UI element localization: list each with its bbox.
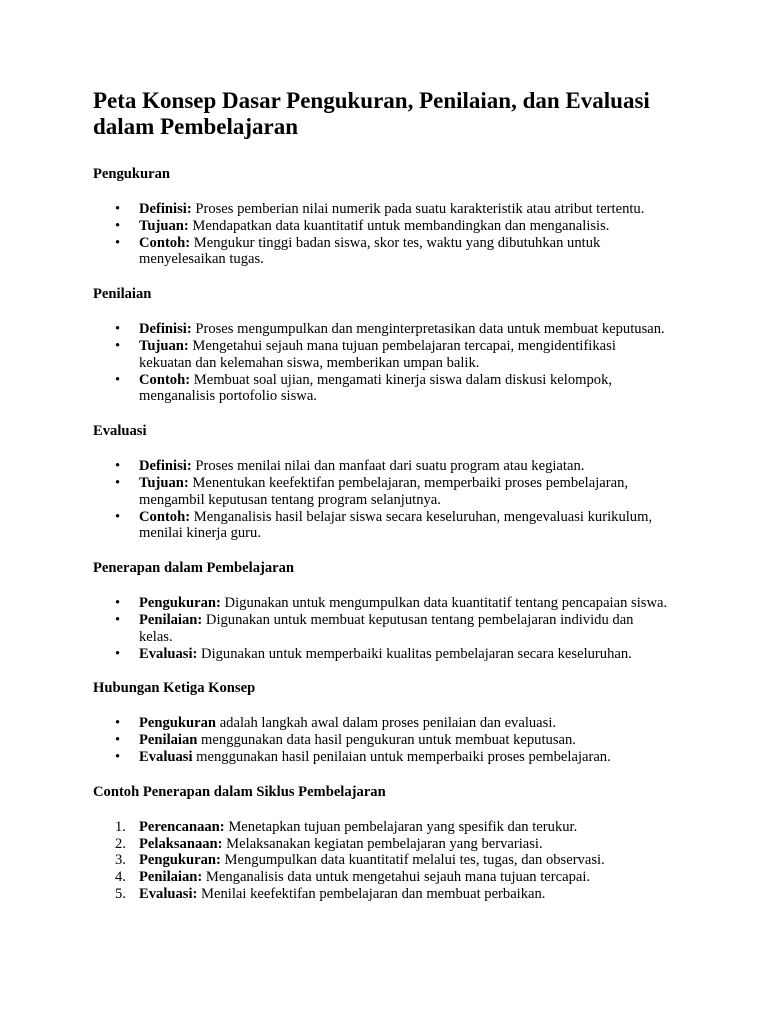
item-term: Pengukuran [139,715,217,732]
numbered-item [115,835,668,853]
cycle-list [93,819,668,903]
item-number: 1. [115,818,126,835]
item-text: Menentukan keefektifan pembelajaran, memperbaiki proses pembelajaran, mengambil keputusan tentang program selanjutnya. [139,474,629,508]
item-term: Penilaian [139,732,198,749]
item-text: Mengukur tinggi badan siswa, skor tes, waktu yang dibutuhkan untuk menyelesaikan tugas. [139,234,601,268]
numbered-item [115,869,668,886]
list-item [139,338,668,372]
item-text: Digunakan untuk memperbaiki kualitas pembelajaran secara keseluruhan. [197,645,632,662]
item-term: Definisi: [139,321,192,338]
item-text: Mengumpulkan data kuantitatif melalui tes, tugas, dan observasi. [220,852,605,869]
item-term: Definisi: [139,458,192,475]
list-item [139,235,668,269]
item-term: Definisi: [139,201,192,217]
list-item [139,509,668,543]
section-list-penerapan [93,595,668,662]
section-heading-penilaian: Penilaian [93,286,152,303]
item-term: Tujuan: [139,474,189,491]
item-number: 5. [115,885,126,902]
item-term: Contoh: [139,371,191,388]
item-text: Melaksanakan kegiatan pembelajaran yang bervariasi. [222,835,543,852]
list-item [139,715,668,732]
section-heading-pengukuran: Pengukuran [93,166,171,182]
item-term: Tujuan: [139,337,189,354]
section-list-evaluasi [93,458,668,542]
list-item [139,321,668,338]
section-list-pengukuran [93,201,668,268]
list-item [139,595,668,612]
item-text: menggunakan data hasil pengukuran untuk membuat keputusan. [197,732,576,749]
item-text: Digunakan untuk mengumpulkan data kuantitatif tentang pencapaian siswa. [220,595,668,612]
item-text: Membuat soal ujian, mengamati kinerja siswa dalam diskusi kelompok, menganalisis portofolio siswa. [139,371,613,405]
item-term: Tujuan: [139,217,189,234]
section-heading-penerapan: Penerapan dalam Pembelajaran [93,560,295,577]
item-term: Penilaian: [139,611,203,628]
item-text: adalah langkah awal dalam proses penilaian dan evaluasi. [216,715,557,732]
list-item [139,612,668,646]
item-term: Evaluasi: [139,885,198,902]
numbered-item [115,885,668,903]
item-term: Pelaksanaan: [139,835,223,852]
item-text: Menganalisis hasil belajar siswa secara keseluruhan, mengevaluasi kurikulum, menilai kinerja guru. [139,508,653,542]
list-item [139,646,668,663]
item-text: Menganalisis data untuk mengetahui sejauh mana tujuan tercapai. [202,869,591,886]
list-item [139,218,668,235]
section-list-hubungan [93,715,668,765]
item-text: Menilai keefektifan pembelajaran dan membuat perbaikan. [197,885,546,902]
page-title: Peta Konsep Dasar Pengukuran, Penilaian, dan Evaluasi dalam Pembelajaran [93,88,650,139]
section-heading-evaluasi: Evaluasi [93,423,147,440]
item-term: Evaluasi [139,748,193,765]
item-text: Mendapatkan data kuantitatif untuk membandingkan dan menganalisis. [188,217,610,234]
section-heading-siklus: Contoh Penerapan dalam Siklus Pembelajaran [93,783,386,800]
item-term: Contoh: [139,508,191,525]
list-item [139,749,668,766]
numbered-item [115,818,668,836]
item-text: Menetapkan tujuan pembelajaran yang spesifik dan terukur. [224,818,578,835]
item-term: Contoh: [139,234,191,251]
list-item [139,372,668,406]
section-heading-hubungan: Hubungan Ketiga Konsep [93,680,256,697]
item-term: Penilaian: [139,869,203,886]
list-item [139,458,668,475]
section-list-penilaian [93,321,668,405]
item-number: 4. [115,869,126,886]
list-item [139,732,668,749]
item-text: Proses pemberian nilai numerik pada suatu karakteristik atau atribut tertentu. [191,201,645,217]
item-text: Digunakan untuk membuat keputusan tentang pembelajaran individu dan kelas. [139,611,634,645]
item-term: Perencanaan: [139,818,225,835]
list-item [139,201,668,218]
item-text: Mengetahui sejauh mana tujuan pembelajaran tercapai, mengidentifikasi kekuatan dan kelemahan siswa, memberikan umpan balik. [139,337,616,371]
item-text: menggunakan hasil penilaian untuk memperbaiki proses pembelajaran. [192,748,611,765]
item-number: 3. [115,852,126,869]
numbered-item [115,852,668,869]
item-term: Pengukuran: [139,852,221,869]
list-item [139,475,668,509]
item-term: Pengukuran: [139,595,221,612]
item-text: Proses mengumpulkan dan menginterpretasikan data untuk membuat keputusan. [191,321,665,338]
item-term: Evaluasi: [139,645,198,662]
item-number: 2. [115,835,126,852]
item-text: Proses menilai nilai dan manfaat dari suatu program atau kegiatan. [191,458,585,475]
